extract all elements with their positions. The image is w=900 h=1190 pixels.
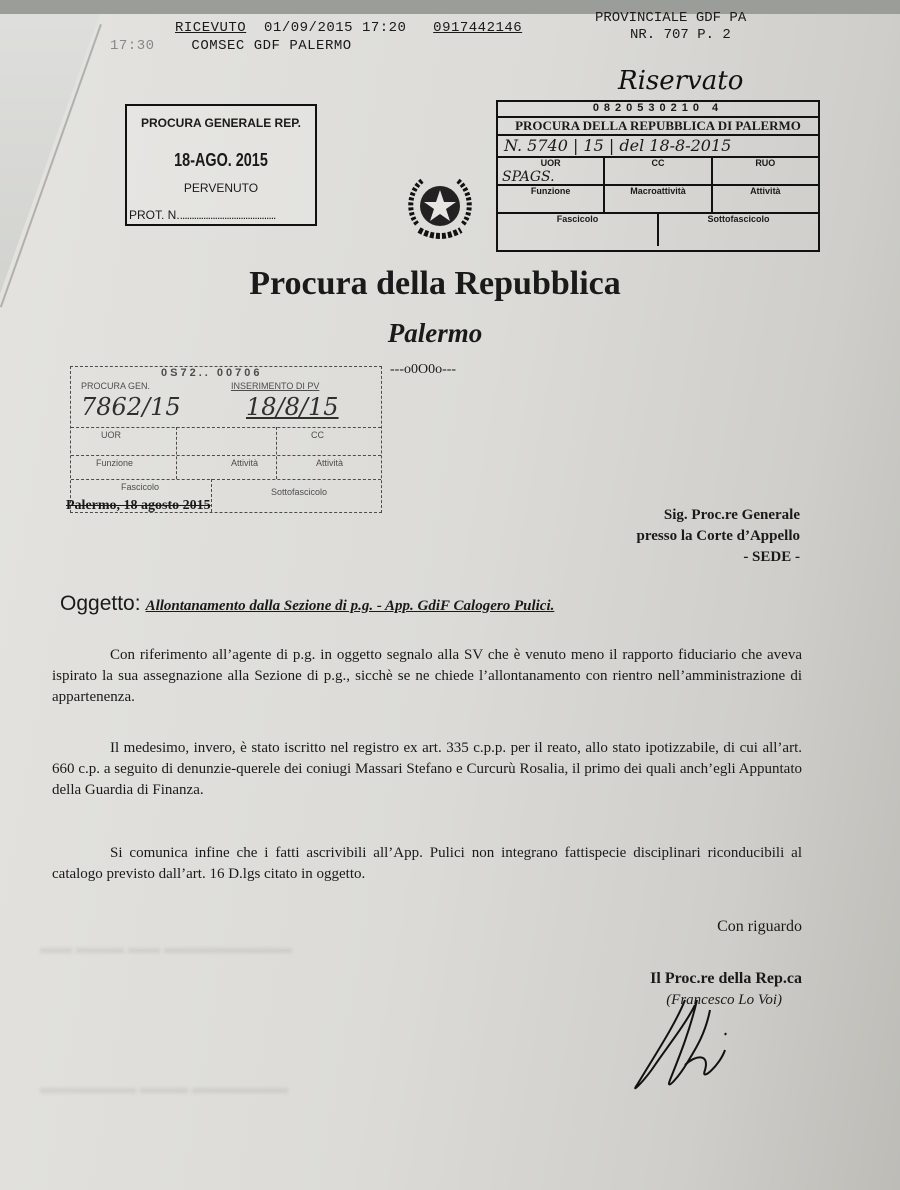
stamp-procura-repubblica <box>496 100 820 252</box>
stamp-label-right: INSERIMENTO DI PV <box>231 381 320 391</box>
cell-label: UOR <box>540 158 561 168</box>
subject <box>60 592 554 616</box>
show-through-text: ▬▬▬▬▬▬ ▬▬▬ ▬▬▬▬▬▬ <box>40 1080 288 1097</box>
stamp-title: PROCURA GENERALE REP. <box>140 116 302 130</box>
cell-cc: CC <box>605 158 712 184</box>
stamp-divider <box>211 479 212 512</box>
stamp-protocol <box>70 366 382 513</box>
show-through-text: ▬▬ ▬▬▬ ▬▬ ▬▬▬▬▬▬▬▬ <box>40 940 292 957</box>
fax-sender-line <box>110 38 352 54</box>
stamp-row-1 <box>498 158 818 186</box>
cell-fascicolo: Fascicolo <box>498 214 659 246</box>
body-paragraph-1 <box>52 645 802 708</box>
stamp-row-3 <box>498 214 818 246</box>
addressee-line-3: - SEDE - <box>743 549 800 565</box>
fax-sender: COMSEC GDF PALERMO <box>191 38 352 54</box>
signer-name: (Francesco Lo Voi) <box>666 992 782 1008</box>
cell-cc: CC <box>311 430 324 440</box>
handwritten-date: 18/8/15 <box>246 393 339 421</box>
stamp-divider <box>71 427 381 428</box>
addressee <box>637 505 800 568</box>
background-edge <box>0 0 900 14</box>
cell-ruo: RUO <box>755 158 776 168</box>
prot-dots: ......................................... <box>179 208 276 222</box>
fax-destination: PROVINCIALE GDF PA <box>595 10 747 26</box>
cell-macroattivita: Macroattività <box>605 186 712 212</box>
fax-received-label: RICEVUTO <box>175 20 247 36</box>
stamp-procura-generale <box>125 104 317 226</box>
handwritten-riservato: Riservato <box>618 66 744 96</box>
handwritten-number: 7862/15 <box>81 393 181 421</box>
fax-phone-number: 0917442146 <box>433 20 523 36</box>
stamp-code: 0820530210 4 <box>498 102 818 118</box>
body-paragraph-3 <box>52 843 802 885</box>
ornament: ---o0O0o--- <box>390 362 457 377</box>
subject-label: Oggetto: <box>60 592 141 615</box>
page-title: Procura della Repubblica <box>249 265 621 302</box>
uor-handwritten: SPAGS. <box>502 169 555 185</box>
stamp-divider <box>71 479 381 480</box>
paragraph-text: Il medesimo, invero, è stato iscritto nel registro ex art. 335 c.p.p. per il reato, allo stato ipotizzabile, di cui all’art. 660 c.p. a seguito di denunzie-querele dei coniugi Massari Stefano e Curcurù Rosalia, il primo dei quali anch’egli Appuntato della Guardia di Finanza. <box>52 740 802 798</box>
stamp-code: 0S72.. 00706 <box>161 367 263 379</box>
stamp-divider <box>176 427 177 479</box>
cell-sottofascicolo: Sottofascicolo <box>707 214 770 224</box>
addressee-line-2: presso la Corte d’Appello <box>636 528 800 544</box>
fax-page-number: NR. 707 P. 2 <box>630 27 731 43</box>
cell-uor <box>498 158 605 184</box>
addressee-line-1: Sig. Proc.re Generale <box>663 507 800 523</box>
italian-republic-emblem-icon <box>405 172 475 244</box>
cell-funzione: Funzione <box>96 458 134 468</box>
fax-faint-time: 17:30 <box>110 38 155 54</box>
stamp-row-2 <box>498 186 818 214</box>
page-subtitle-city: Palermo <box>387 318 483 348</box>
subject-text: Allontanamento dalla Sezione di p.g. - App. GdiF Calogero Pulici. <box>145 598 555 614</box>
stamp-date: 18-AGO. 2015 <box>174 150 268 170</box>
cell-uor: UOR <box>101 430 121 440</box>
paragraph-text: Con riferimento all’agente di p.g. in oggetto segnalo alla SV che è venuto meno il rapporto fiduciario che aveva ispirato la sua assegnazione alla Sezione di p.g., sicchè se ne chiede l’allontanamento con rientro nell’amministrazione di appartenenza. <box>52 647 802 705</box>
stamp-divider <box>71 455 381 456</box>
cell-funzione: Funzione <box>498 186 605 212</box>
stamp-status: PERVENUTO <box>183 181 259 195</box>
cell-attivita: Attività <box>231 458 259 468</box>
cell-sottofascicolo: Sottofascicolo <box>271 487 328 497</box>
paper-fold <box>0 14 100 294</box>
stamp-divider <box>276 427 277 479</box>
date-line: Palermo, 18 agosto 2015 <box>66 498 211 513</box>
cell-attivita-2: Attività <box>316 458 344 468</box>
stamp-number-line: N. 5740 | 15 | del 18-8-2015 <box>498 136 818 158</box>
cell-attivita: Attività <box>750 186 781 196</box>
signer-title: Il Proc.re della Rep.ca <box>650 970 802 987</box>
stamp-label-left: PROCURA GEN. <box>81 381 151 391</box>
body-paragraph-2 <box>52 738 802 801</box>
paragraph-text: Si comunica infine che i fatti ascrivibili all’App. Pulici non integrano fattispecie disciplinari riconducibili al catalogo previsto dall’art. 16 D.lgs citato in oggetto. <box>52 845 802 882</box>
prot-label: PROT. N. <box>129 208 180 222</box>
closing-greeting: Con riguardo <box>717 918 802 935</box>
stamp-office: PROCURA DELLA REPUBBLICA DI PALERMO <box>498 118 818 136</box>
fax-received-line <box>175 20 522 36</box>
fax-received-datetime: 01/09/2015 17:20 <box>264 20 407 36</box>
handwritten-signature-icon <box>625 995 755 1095</box>
cell-fascicolo: Fascicolo <box>121 482 160 492</box>
stamp-protocol-field <box>129 208 275 222</box>
